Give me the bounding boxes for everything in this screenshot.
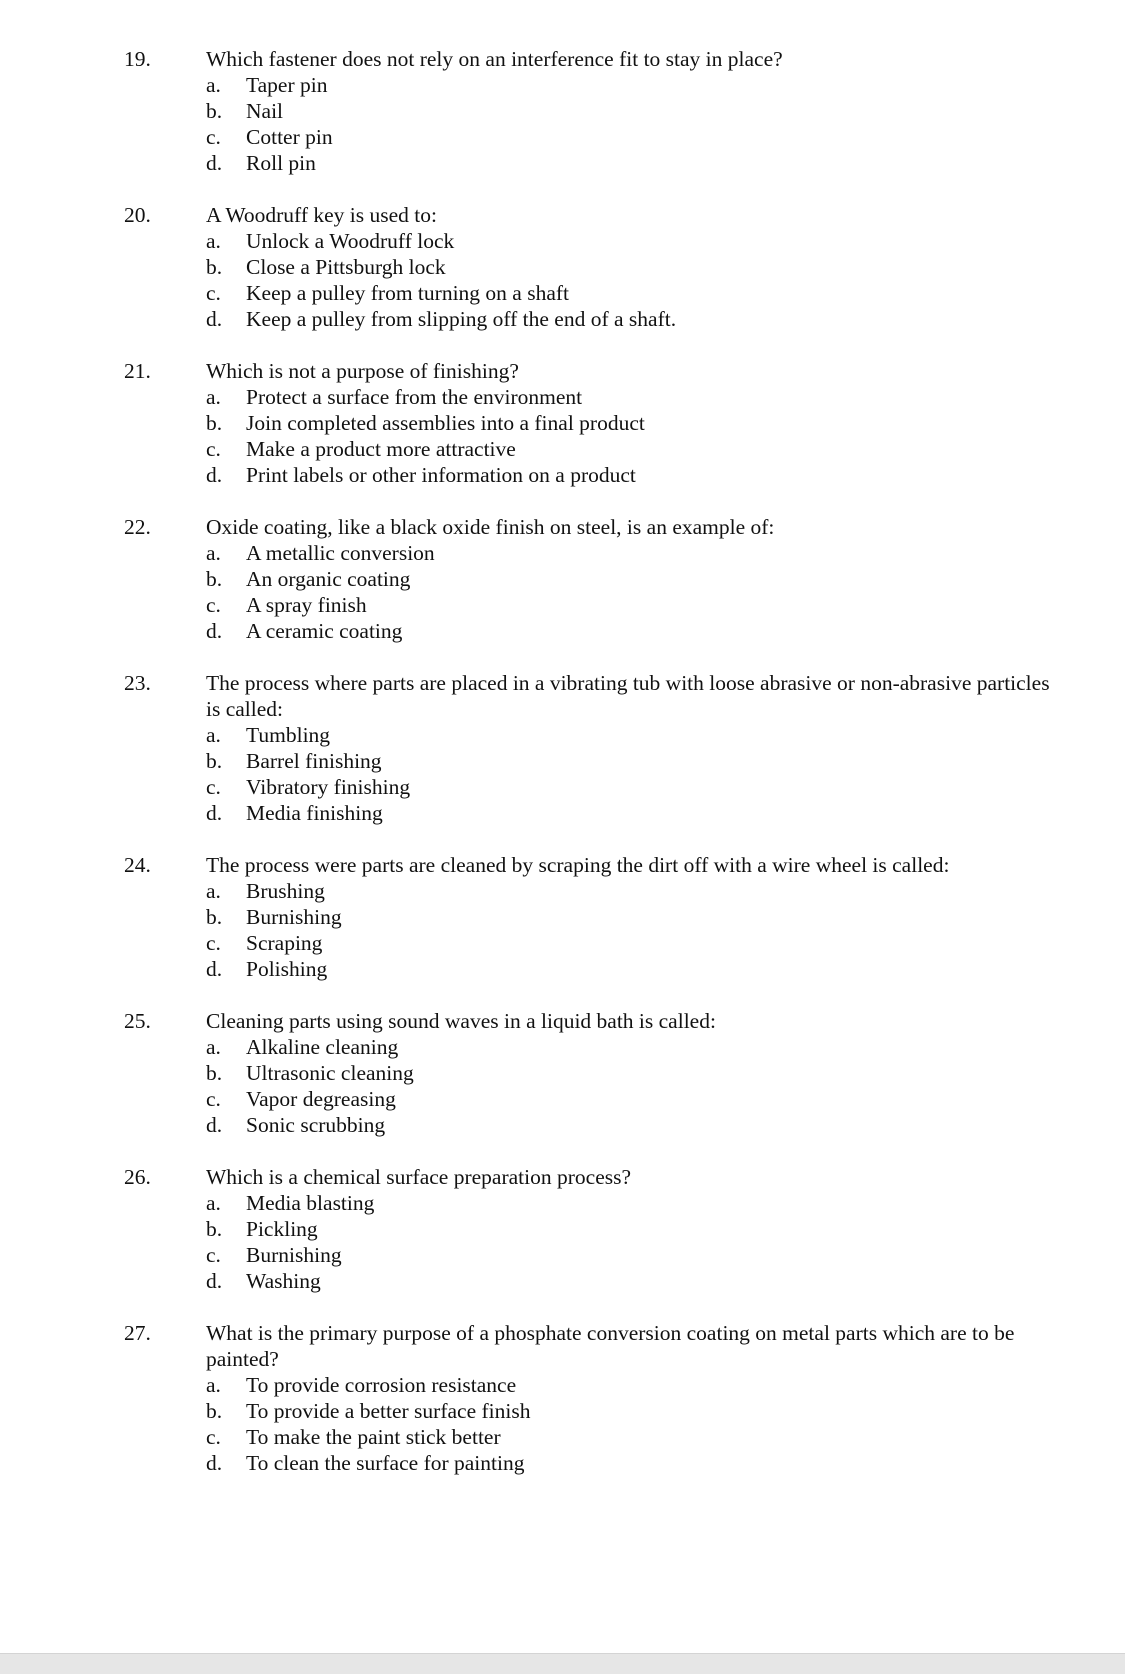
question-number: 22. — [124, 515, 151, 539]
choice-text: Join completed assemblies into a final product — [246, 411, 645, 435]
answer-choice — [0, 722, 1125, 748]
question-number: 19. — [124, 47, 151, 71]
choice-text: To provide corrosion resistance — [246, 1373, 517, 1397]
choice-letter: a. — [206, 541, 221, 565]
question-text: Which is not a purpose of finishing? — [206, 359, 519, 383]
choice-text: Protect a surface from the environment — [246, 385, 583, 409]
question-number: 23. — [124, 671, 151, 695]
answer-choices — [0, 722, 1125, 826]
answer-choice — [0, 566, 1125, 592]
answer-choice — [0, 904, 1125, 930]
choice-letter: c. — [206, 281, 221, 305]
answer-choice — [0, 280, 1125, 306]
choice-text: A ceramic coating — [246, 619, 403, 643]
choice-letter: d. — [206, 957, 223, 981]
choice-letter: c. — [206, 437, 221, 461]
choice-text: Cotter pin — [246, 125, 333, 149]
choice-text: Polishing — [246, 957, 328, 981]
choice-letter: a. — [206, 879, 221, 903]
choice-text: Burnishing — [246, 905, 342, 929]
choice-letter: c. — [206, 125, 221, 149]
choice-text: To provide a better surface finish — [246, 1399, 531, 1423]
choice-letter: a. — [206, 385, 221, 409]
choice-text: A spray finish — [246, 593, 367, 617]
choice-text: Alkaline cleaning — [246, 1035, 399, 1059]
answer-choice — [0, 1190, 1125, 1216]
choice-text: Barrel finishing — [246, 749, 382, 773]
choice-text: Sonic scrubbing — [246, 1113, 386, 1137]
answer-choice — [0, 1216, 1125, 1242]
choice-text: Burnishing — [246, 1243, 342, 1267]
question-item — [0, 1008, 1125, 1138]
choice-letter: d. — [206, 307, 223, 331]
choice-letter: a. — [206, 1035, 221, 1059]
choice-letter: b. — [206, 1399, 223, 1423]
question-item — [0, 1320, 1125, 1476]
answer-choice — [0, 72, 1125, 98]
choice-letter: a. — [206, 1373, 221, 1397]
choice-letter: d. — [206, 1269, 223, 1293]
choice-letter: d. — [206, 463, 223, 487]
question-list — [0, 46, 1125, 1502]
answer-choice — [0, 1060, 1125, 1086]
question-item — [0, 202, 1125, 332]
choice-text: Ultrasonic cleaning — [246, 1061, 414, 1085]
choice-letter: a. — [206, 73, 221, 97]
question-number: 24. — [124, 853, 151, 877]
answer-choice — [0, 748, 1125, 774]
question-text: Oxide coating, like a black oxide finish on steel, is an example of: — [206, 515, 775, 539]
answer-choices — [0, 228, 1125, 332]
answer-choice — [0, 618, 1125, 644]
choice-letter: b. — [206, 1061, 223, 1085]
choice-letter: d. — [206, 1113, 223, 1137]
choice-text: To make the paint stick better — [246, 1425, 501, 1449]
answer-choice — [0, 124, 1125, 150]
answer-choice — [0, 410, 1125, 436]
question-number: 26. — [124, 1165, 151, 1189]
choice-letter: d. — [206, 619, 223, 643]
choice-text: Keep a pulley from slipping off the end of a shaft. — [246, 307, 677, 331]
question-text: Cleaning parts using sound waves in a liquid bath is called: — [206, 1009, 716, 1033]
answer-choices — [0, 878, 1125, 982]
answer-choice — [0, 98, 1125, 124]
choice-letter: b. — [206, 749, 223, 773]
question-text: The process where parts are placed in a vibrating tub with loose abrasive or non-abrasive particles is called: — [206, 671, 1050, 721]
choice-letter: b. — [206, 99, 223, 123]
answer-choice — [0, 228, 1125, 254]
question-item — [0, 852, 1125, 982]
choice-text: Unlock a Woodruff lock — [246, 229, 455, 253]
choice-text: Media blasting — [246, 1191, 375, 1215]
choice-text: Tumbling — [246, 723, 331, 747]
question-number: 27. — [124, 1321, 151, 1345]
answer-choice — [0, 254, 1125, 280]
choice-text: Pickling — [246, 1217, 318, 1241]
choice-letter: b. — [206, 905, 223, 929]
answer-choice — [0, 1398, 1125, 1424]
answer-choice — [0, 1034, 1125, 1060]
choice-letter: c. — [206, 931, 221, 955]
choice-text: Media finishing — [246, 801, 383, 825]
answer-choice — [0, 1086, 1125, 1112]
answer-choice — [0, 1268, 1125, 1294]
question-item — [0, 670, 1125, 826]
answer-choice — [0, 1242, 1125, 1268]
choice-text: Nail — [246, 99, 284, 123]
question-text: Which fastener does not rely on an interference fit to stay in place? — [206, 47, 783, 71]
answer-choice — [0, 1450, 1125, 1476]
choice-text: A metallic conversion — [246, 541, 435, 565]
choice-letter: d. — [206, 1451, 223, 1475]
question-item — [0, 46, 1125, 176]
answer-choice — [0, 150, 1125, 176]
choice-text: Vapor degreasing — [246, 1087, 396, 1111]
choice-text: Roll pin — [246, 151, 316, 175]
choice-text: To clean the surface for painting — [246, 1451, 525, 1475]
question-number: 25. — [124, 1009, 151, 1033]
answer-choice — [0, 956, 1125, 982]
answer-choice — [0, 592, 1125, 618]
question-text: Which is a chemical surface preparation process? — [206, 1165, 632, 1189]
question-number: 20. — [124, 203, 151, 227]
choice-text: Keep a pulley from turning on a shaft — [246, 281, 570, 305]
answer-choice — [0, 800, 1125, 826]
bottom-scroll-bar[interactable] — [0, 1653, 1125, 1674]
choice-letter: a. — [206, 723, 221, 747]
choice-letter: d. — [206, 801, 223, 825]
question-text: What is the primary purpose of a phosphate conversion coating on metal parts which are to be painted? — [206, 1321, 1015, 1371]
choice-letter: c. — [206, 775, 221, 799]
choice-text: An organic coating — [246, 567, 411, 591]
answer-choice — [0, 462, 1125, 488]
choice-text: Brushing — [246, 879, 325, 903]
answer-choice — [0, 384, 1125, 410]
choice-text: Make a product more attractive — [246, 437, 516, 461]
answer-choices — [0, 540, 1125, 644]
answer-choice — [0, 306, 1125, 332]
question-item — [0, 514, 1125, 644]
answer-choice — [0, 436, 1125, 462]
choice-text: Print labels or other information on a product — [246, 463, 636, 487]
answer-choice — [0, 774, 1125, 800]
choice-letter: c. — [206, 593, 221, 617]
answer-choices — [0, 1190, 1125, 1294]
choice-letter: a. — [206, 1191, 221, 1215]
question-number: 21. — [124, 359, 151, 383]
question-text: The process were parts are cleaned by scraping the dirt off with a wire wheel is called: — [206, 853, 950, 877]
answer-choices — [0, 72, 1125, 176]
choice-text: Scraping — [246, 931, 323, 955]
choice-letter: d. — [206, 151, 223, 175]
choice-letter: c. — [206, 1425, 221, 1449]
choice-letter: c. — [206, 1243, 221, 1267]
answer-choice — [0, 1424, 1125, 1450]
answer-choice — [0, 930, 1125, 956]
choice-text: Close a Pittsburgh lock — [246, 255, 446, 279]
choice-letter: b. — [206, 255, 223, 279]
choice-letter: b. — [206, 1217, 223, 1241]
answer-choices — [0, 1034, 1125, 1138]
answer-choices — [0, 384, 1125, 488]
choice-letter: c. — [206, 1087, 221, 1111]
question-item — [0, 1164, 1125, 1294]
answer-choice — [0, 1372, 1125, 1398]
answer-choice — [0, 1112, 1125, 1138]
choice-text: Taper pin — [246, 73, 328, 97]
choice-letter: b. — [206, 567, 223, 591]
choice-letter: b. — [206, 411, 223, 435]
question-item — [0, 358, 1125, 488]
question-text: A Woodruff key is used to: — [206, 203, 437, 227]
choice-text: Vibratory finishing — [246, 775, 411, 799]
answer-choice — [0, 878, 1125, 904]
choice-text: Washing — [246, 1269, 321, 1293]
choice-letter: a. — [206, 229, 221, 253]
answer-choices — [0, 1372, 1125, 1476]
answer-choice — [0, 540, 1125, 566]
